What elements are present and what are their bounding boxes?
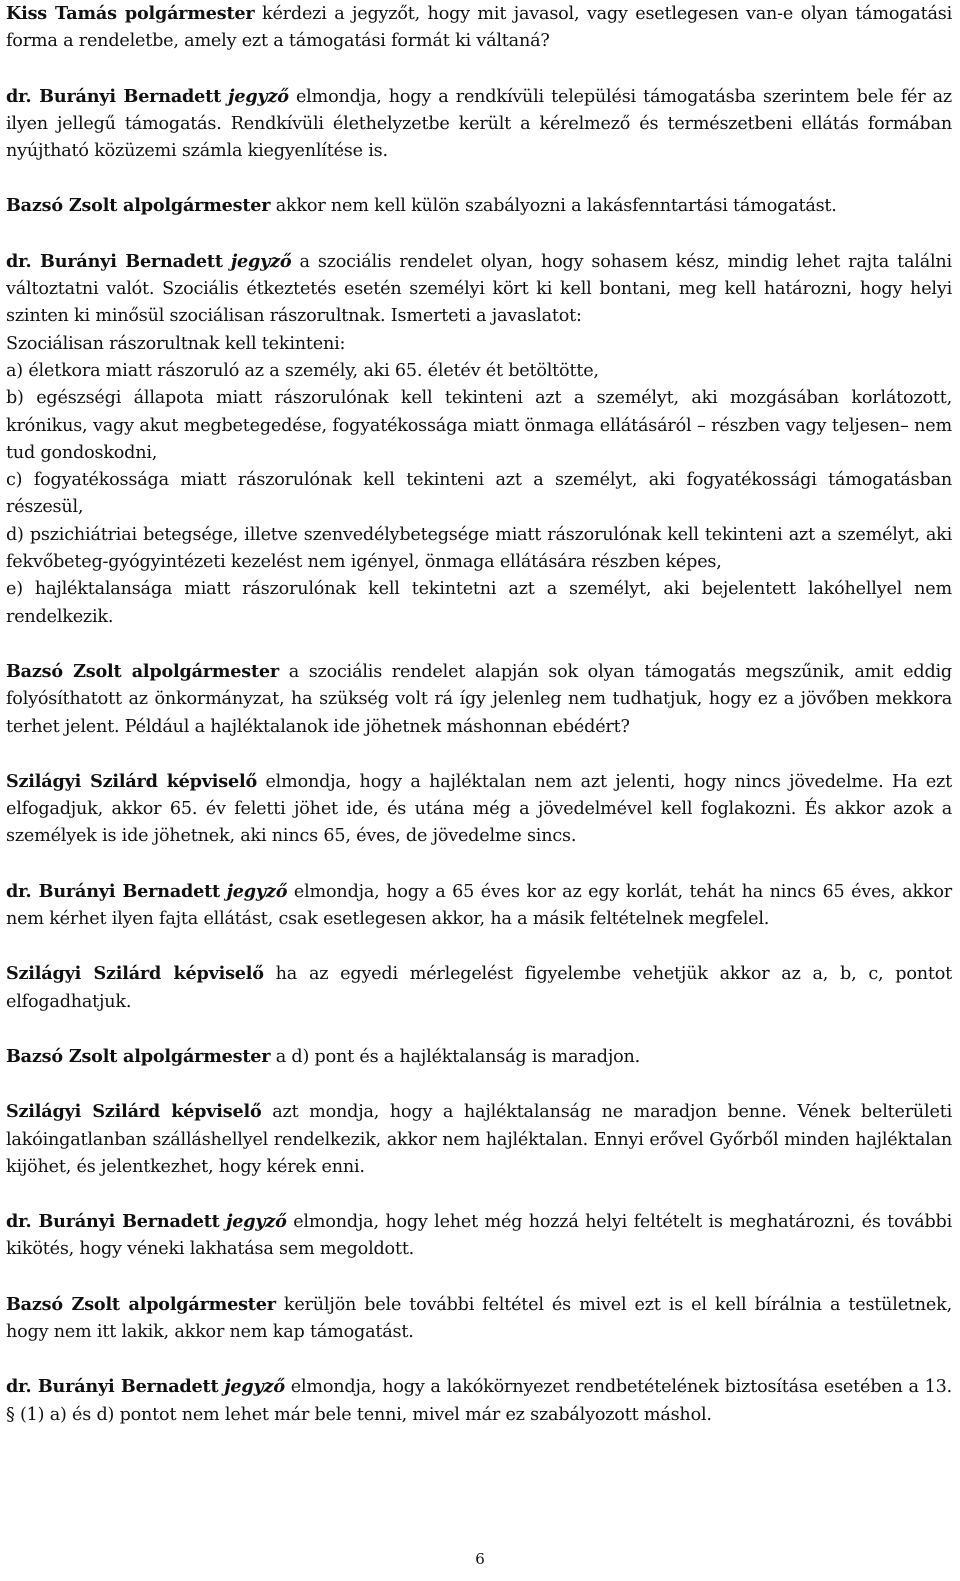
- speaker-name: Bazsó Zsolt alpolgármester: [6, 195, 271, 217]
- paragraph-text: elmondja, hogy a lakókörnyezet rendbetételének biztosítása esetében a 13. § (1) a) és d) pontot nem lehet már bele tenni, mivel már ez szabályozott máshol.: [6, 1377, 953, 1425]
- paragraph: [6, 1043, 952, 1071]
- speaker-role: jegyző: [228, 85, 289, 107]
- speaker-name: dr. Burányi Bernadett: [6, 1211, 220, 1233]
- paragraph-text: elmondja, hogy a 65 éves kor az egy korlát, tehát ha nincs 65 éves, akkor nem kérhet ilyen fajta ellátást, csak esetlegesen akkor, ha a másik feltételnek megfelel.: [6, 881, 952, 930]
- paragraph-text: elmondja, hogy lehet még hozzá helyi feltételt is meghatározni, és további kikötés, hogy véneki lakhatása sem megoldott.: [6, 1212, 953, 1260]
- paragraph-text: akkor nem kell külön szabályozni a lakásfenntartási támogatást.: [270, 196, 837, 217]
- paragraph: [6, 658, 952, 741]
- speaker-name: Szilágyi Szilárd képviselő: [6, 963, 264, 985]
- paragraph: [6, 0, 952, 56]
- paragraph-text: azt mondja, hogy a hajléktalanság ne maradjon benne. Vének belterületi lakóingatlanban szálláshellyel rendelkezik, akkor nem hajléktalan. Ennyi erővel Győrből minden hajléktalan kijöhet, és jelentkezhet, hogy kérek enni.: [6, 1102, 952, 1177]
- document-body: [6, 0, 952, 1456]
- paragraph: [6, 1098, 952, 1181]
- speaker-name: dr. Burányi Bernadett: [6, 1376, 219, 1398]
- paragraph-text: ha az egyedi mérlegelést figyelembe vehetjük akkor az a, b, c, pontot elfogadhatjuk.: [6, 964, 952, 1012]
- paragraph: [6, 248, 952, 331]
- list-item: d) pszichiátriai betegsége, illetve szenvedélybetegsége miatt rászorulónak kell tekinteni azt a személyt, aki fekvőbeteg-gyógyintézeti kezelést nem igényel, önmaga ellátására részben képes,: [6, 524, 952, 573]
- speaker-name: Bazsó Zsolt alpolgármester: [6, 660, 279, 682]
- speaker-name: dr. Burányi Bernadett: [6, 250, 223, 272]
- paragraph: [6, 192, 952, 220]
- speaker-name: Bazsó Zsolt alpolgármester: [6, 1293, 276, 1315]
- paragraph-text: a szociális rendelet alapján sok olyan támogatás megszűnik, amit eddig folyósíthatott az önkormányzat, ha szükség volt rá így jelenleg nem tudhatjuk, hogy ez a jövőben mekkora terhet jelent. Például a hajléktalanok ide jöhetnek máshonnan ebédért?: [6, 661, 952, 737]
- paragraph: [6, 83, 952, 166]
- list-item: a) életkora miatt rászoruló az a személy, aki 65. életév ét betöltötte,: [6, 360, 599, 381]
- list-intro: Szociálisan rászorultnak kell tekinteni:: [6, 333, 346, 354]
- paragraph: [6, 878, 952, 934]
- speaker-role: jegyző: [224, 1376, 285, 1398]
- speaker-name: Szilágyi Szilárd képviselő: [6, 1101, 262, 1123]
- speaker-name: dr. Burányi Bernadett: [6, 85, 221, 107]
- paragraph-text: a szociális rendelet olyan, hogy sohasem kész, mindig lehet rajta találni változtatni valót. Szociális étkeztetés esetén személyi kört ki kell bontani, meg kell határozni, hogy helyi szinten ki minősül szociálisan rászorultnak. Ismerteti a javaslatot:: [6, 251, 952, 327]
- speaker-name: Kiss Tamás polgármester: [6, 3, 255, 24]
- paragraph: [6, 1373, 952, 1429]
- page-number: 6: [475, 1550, 485, 1568]
- list-item: e) hajléktalansága miatt rászorulónak kell tekintetni azt a személyt, aki bejelentett lakóhellyel nem rendelkezik.: [6, 579, 952, 627]
- paragraph-text: a d) pont és a hajléktalanság is maradjon.: [270, 1046, 640, 1067]
- paragraph-text: kérdezi a jegyzőt, hogy mit javasol, vagy esetlegesen van-e olyan támogatási forma a rendeletbe, amely ezt a támogatási formát ki váltaná?: [6, 4, 952, 52]
- speaker-name: Bazsó Zsolt alpolgármester: [6, 1045, 271, 1067]
- speaker-name: dr. Burányi Bernadett: [6, 880, 220, 902]
- paragraph-text: elmondja, hogy a hajléktalan nem azt jelenti, hogy nincs jövedelme. Ha ezt elfogadjuk, akkor 65. év feletti jöhet ide, és utána még a jövedelmével kell foglakozni. És akkor azok a személyek is ide jöhetnek, aki nincs 65, éves, de jövedelme sincs.: [6, 771, 952, 847]
- paragraph-text: kerüljön bele további feltétel és mivel ezt is el kell bírálnia a testületnek, hogy nem itt lakik, akkor nem kap támogatást.: [6, 1294, 952, 1342]
- speaker-role: jegyző: [226, 1211, 287, 1233]
- list-item: c) fogyatékossága miatt rászorulónak kell tekinteni azt a személyt, aki fogyatékossági támogatásban részesül,: [6, 470, 952, 518]
- paragraph: [6, 1208, 952, 1264]
- speaker-name: Szilágyi Szilárd képviselő: [6, 770, 257, 792]
- paragraph-text: elmondja, hogy a rendkívüli települési támogatásba szerintem bele fér az ilyen jellegű támogatás. Rendkívüli élethelyzetbe került a kérelmező és természetbeni ellátás formában nyújtható közüzemi számla kiegyenlítése is.: [6, 86, 952, 162]
- speaker-role: jegyző: [230, 250, 292, 272]
- paragraph: [6, 1291, 952, 1347]
- paragraph: [6, 768, 952, 851]
- paragraph: [6, 960, 952, 1016]
- speaker-role: jegyző: [226, 880, 288, 902]
- list-item: b) egészségi állapota miatt rászorulónak kell tekinteni azt a személyt, aki mozgásában korlátozott, krónikus, vagy akut megbetegedése, fogyatékossága miatt önmaga ellátásáról – részben vagy teljesen– nem tud gondoskodni,: [6, 388, 952, 463]
